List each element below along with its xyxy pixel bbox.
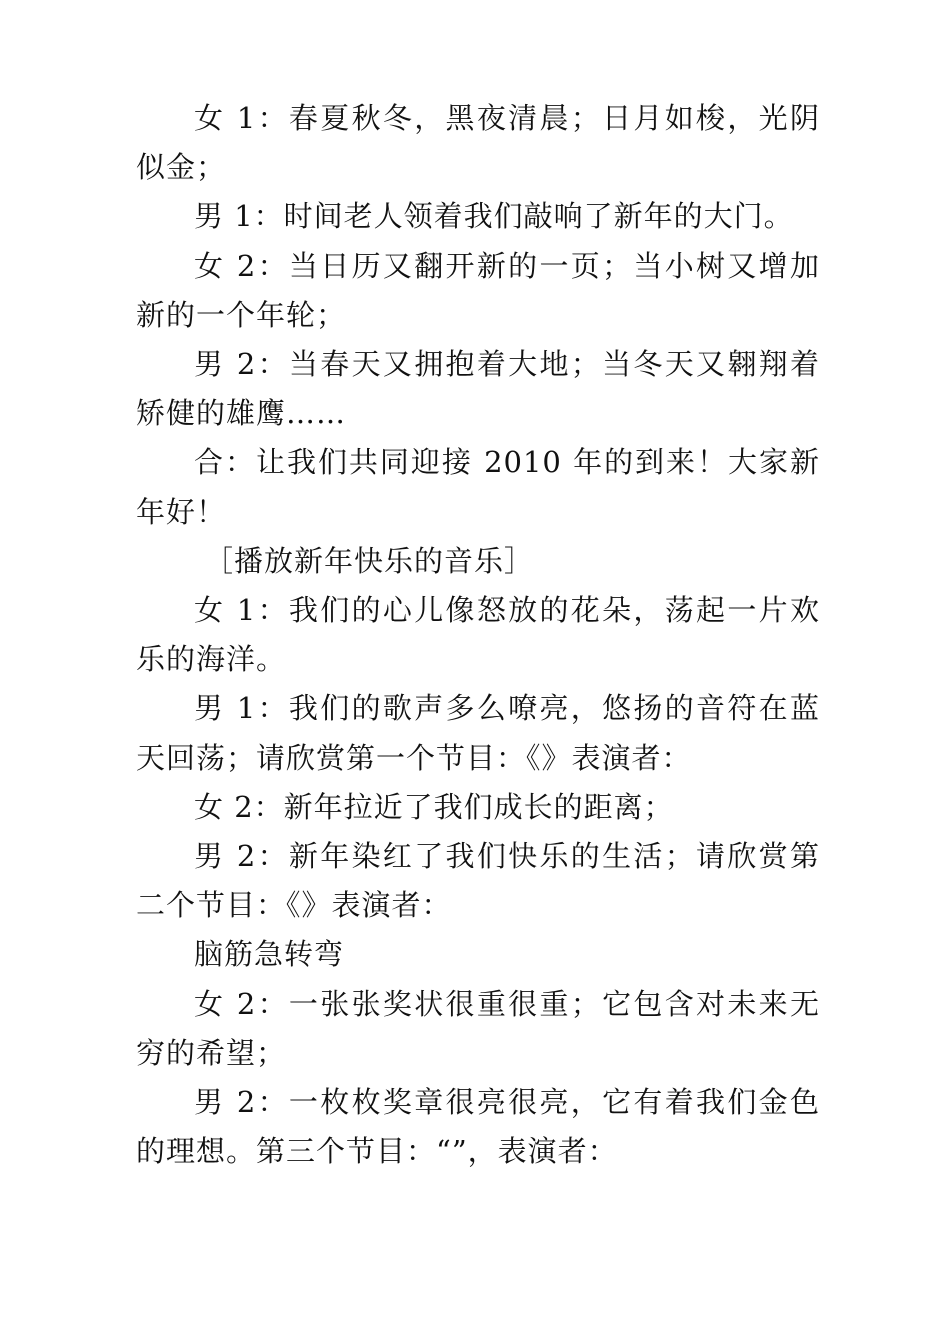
paragraph-4: 男 2：当春天又拥抱着大地；当冬天又翱翔着矫健的雄鹰…… [136, 347, 820, 431]
paragraph-1: 女 1：春夏秋冬，黑夜清晨；日月如梭，光阴似金； [136, 101, 820, 185]
paragraph-2: 男 1：时间老人领着我们敲响了新年的大门。 [194, 199, 794, 234]
paragraph-9: 女 2：新年拉近了我们成长的距离； [194, 789, 674, 824]
paragraph-10: 男 2：新年染红了我们快乐的生活；请欣赏第二个节目：《》表演者： [136, 839, 820, 923]
document-body [136, 94, 820, 1176]
stage-direction: ［播放新年快乐的音乐］ [204, 543, 535, 578]
section-heading: 脑筋急转弯 [194, 937, 345, 972]
paragraph-8: 男 1：我们的歌声多么嘹亮，悠扬的音符在蓝天回荡；请欣赏第一个节目：《》表演者： [136, 691, 820, 775]
paragraph-3: 女 2：当日历又翻开新的一页；当小树又增加新的一个年轮； [136, 248, 820, 332]
paragraph-13: 男 2：一枚枚奖章很亮很亮，它有着我们金色的理想。第三个节目：“”，表演者： [136, 1085, 820, 1169]
paragraph-5: 合：让我们共同迎接 2010 年的到来！大家新年好！ [136, 445, 820, 529]
paragraph-12: 女 2：一张张奖状很重很重；它包含对未来无穷的希望； [136, 986, 820, 1070]
paragraph-7: 女 1：我们的心儿像怒放的花朵，荡起一片欢乐的海洋。 [136, 593, 820, 677]
